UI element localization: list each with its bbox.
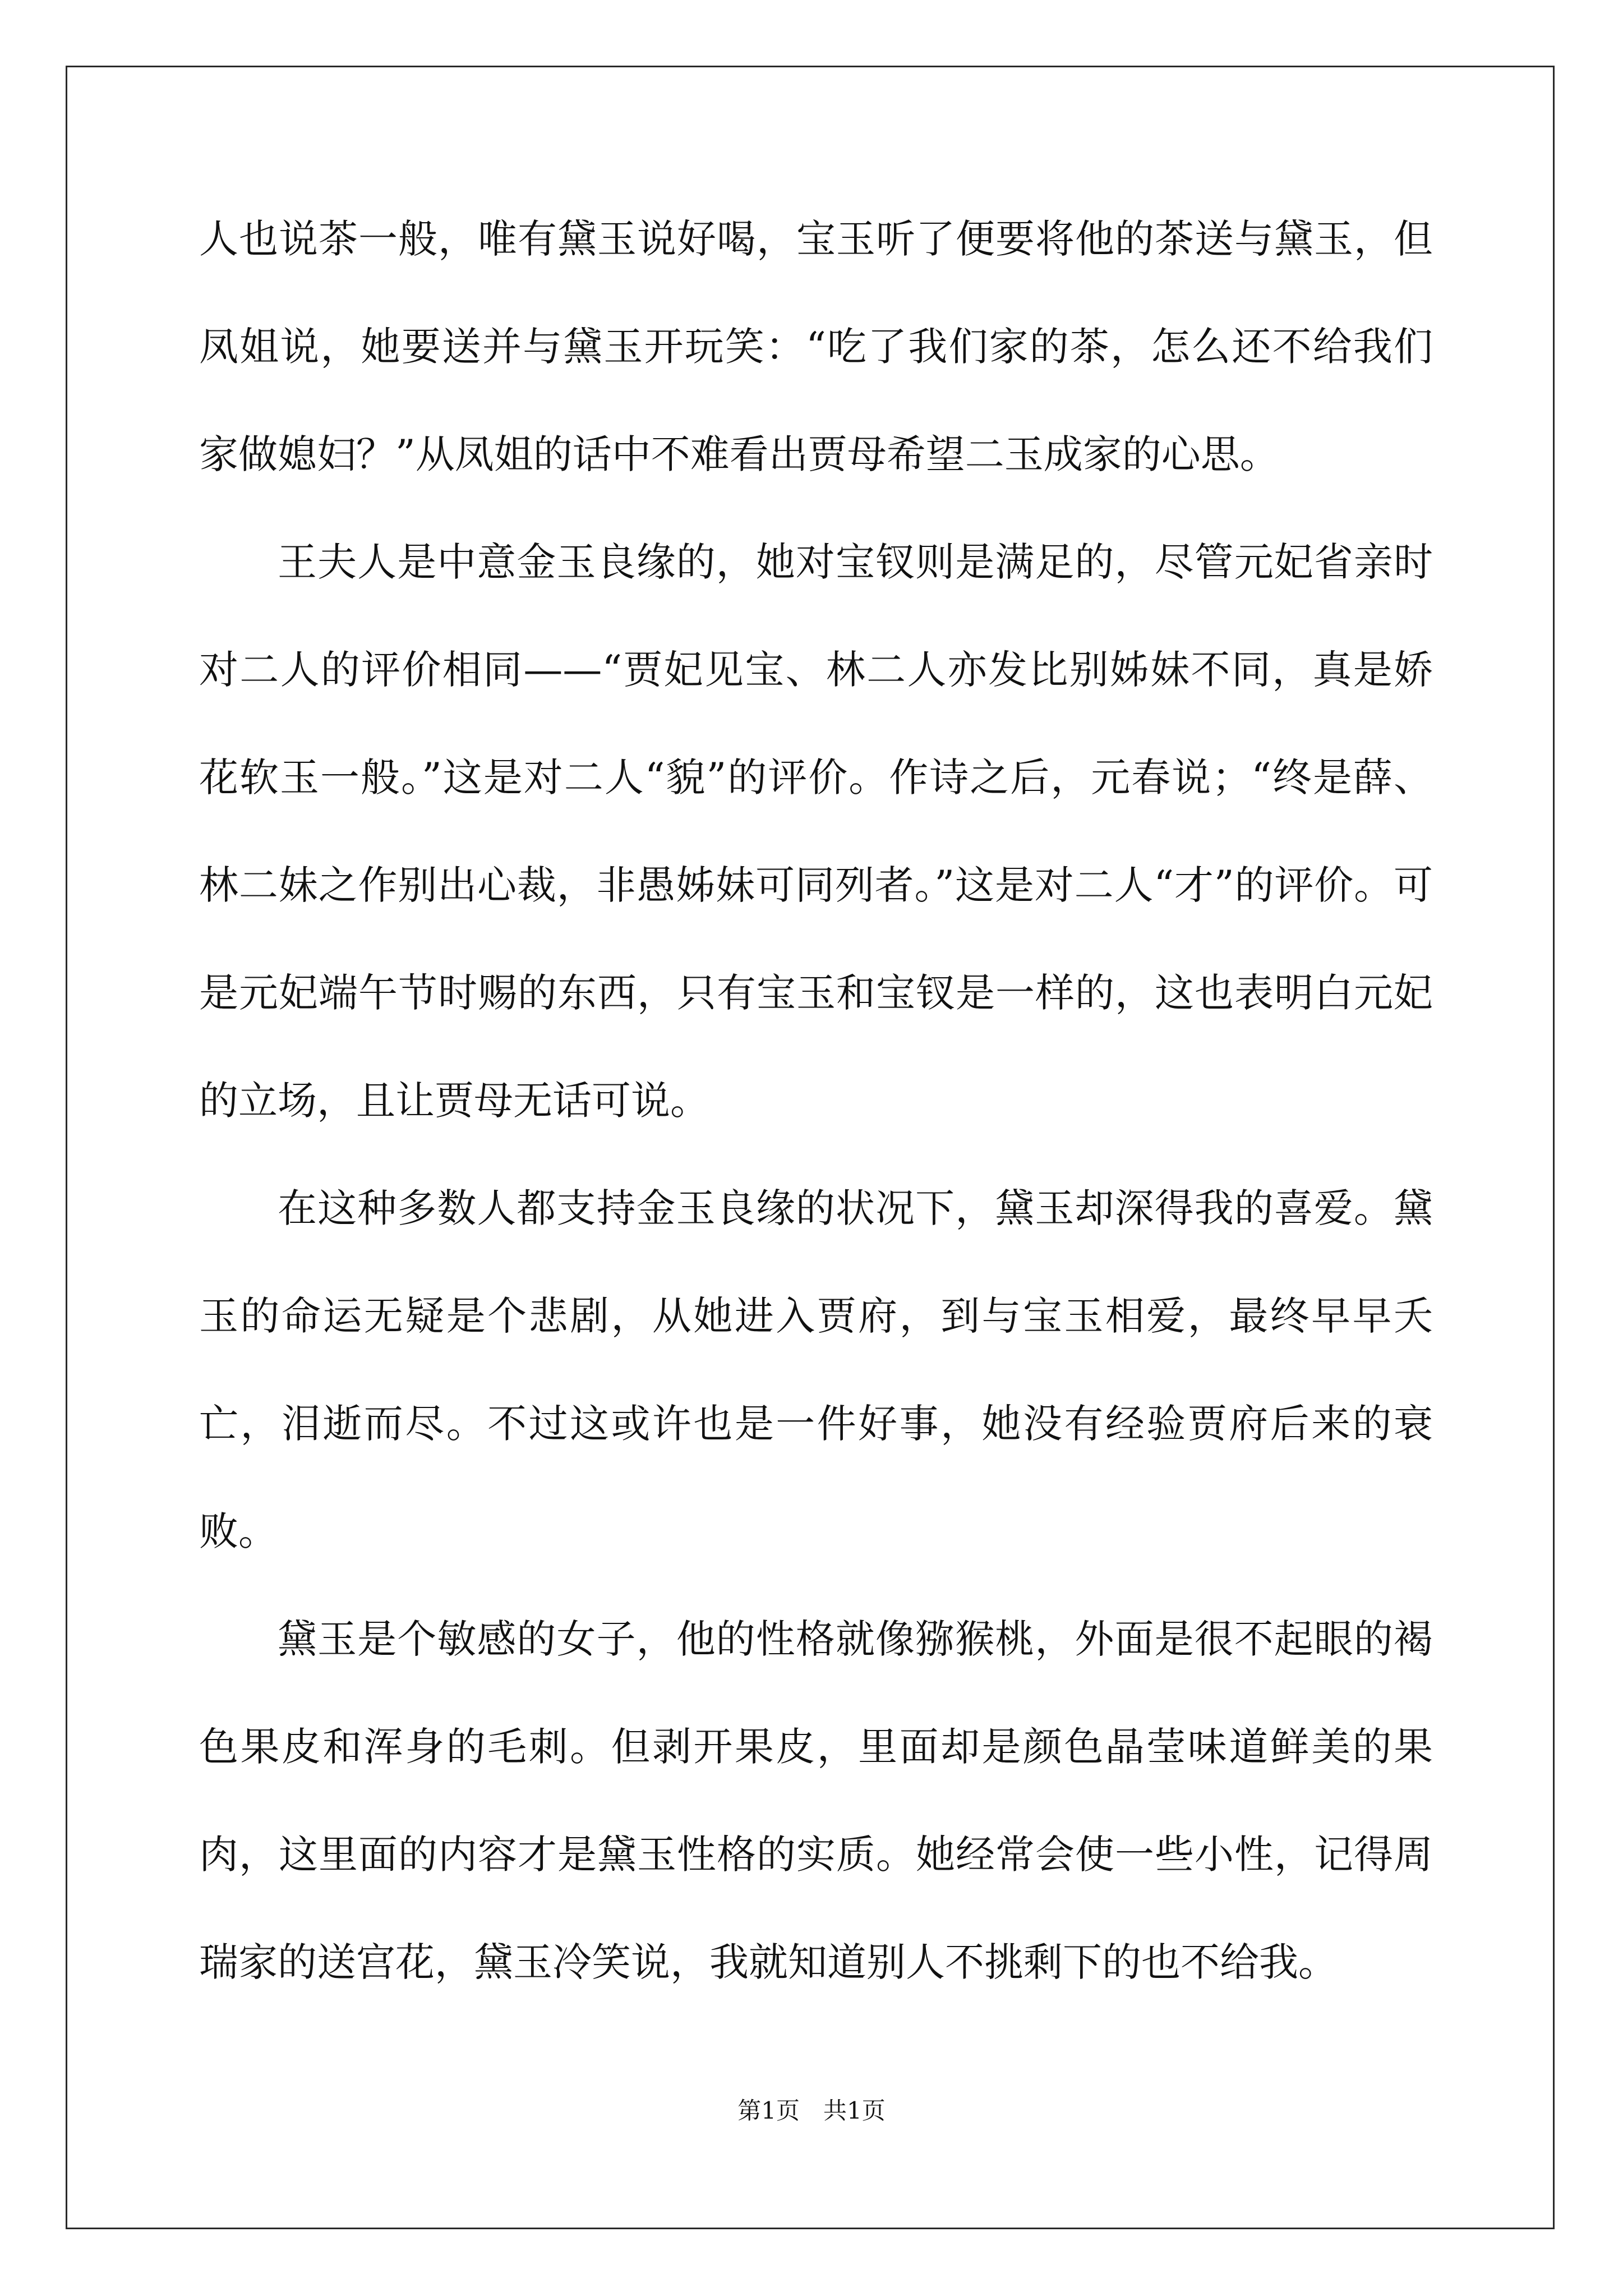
page-number-footer: 第1页 共1页 [737,2097,886,2124]
paragraph-2: 王夫人是中意金玉良缘的，她对宝钗则是满足的，尽管元妃省亲时对二人的评价相同——“贾妃见宝、林二人亦发比别姊妹不同，真是娇花软玉一般。”这是对二人“貌”的评价。作诗之后，元春说；“终是薛、林二妹之作别出心裁，非愚姊妹可同列者。”这是对二人“才”的评价。可是元妃端午节时赐的东西，只有宝玉和宝钗是一样的，这也表明白元妃的立场，且让贾母无话可说。 [199,539,1433,1124]
document-body [199,185,1433,2016]
paragraph-1: 人也说茶一般，唯有黛玉说好喝，宝玉听了便要将他的茶送与黛玉，但凤姐说，她要送并与黛玉开玩笑：“吃了我们家的茶，怎么还不给我们家做媳妇？”从凤姐的话中不难看出贾母希望二玉成家的心思。 [199,216,1433,477]
paragraph-3: 在这种多数人都支持金玉良缘的状况下，黛玉却深得我的喜爱。黛玉的命运无疑是个悲剧，从她进入贾府，到与宝玉相爱，最终早早夭亡，泪逝而尽。不过这或许也是一件好事，她没有经验贾府后来的衰败。 [199,1185,1433,1554]
paragraph-4: 黛玉是个敏感的女子，他的性格就像猕猴桃，外面是很不起眼的褐色果皮和浑身的毛刺。但剥开果皮，里面却是颜色晶莹味道鲜美的果肉，这里面的内容才是黛玉性格的实质。她经常会使一些小性，记得周瑞家的送宫花，黛玉冷笑说，我就知道别人不挑剩下的也不给我。 [199,1616,1433,1985]
